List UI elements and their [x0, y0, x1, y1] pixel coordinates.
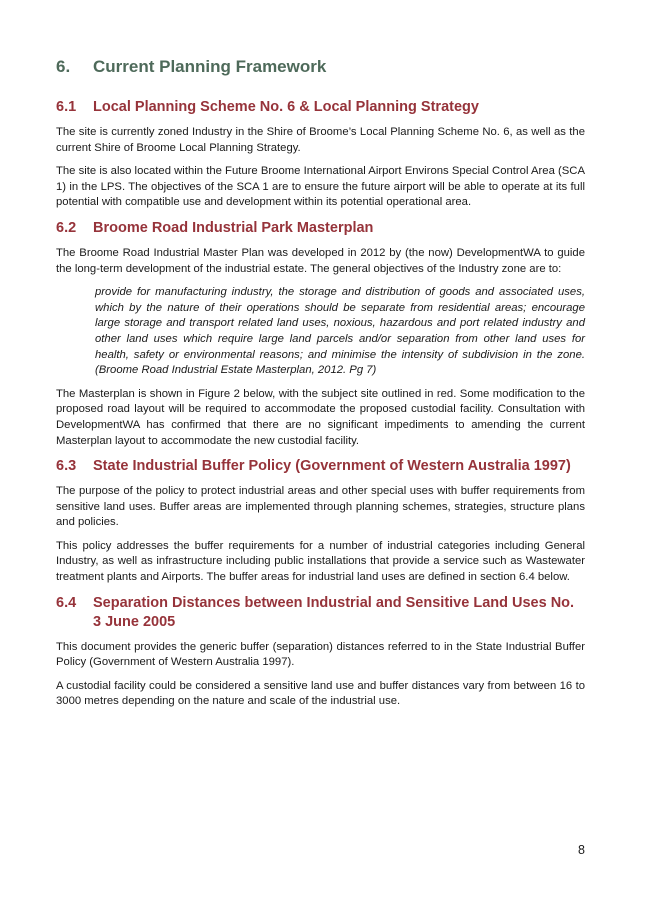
subsection-heading-6-3	[56, 457, 585, 476]
paragraph: The site is currently zoned Industry in the Shire of Broome’s Local Planning Scheme No. 6, as well as the current Shire of Broome Local Planning Strategy.	[56, 126, 585, 154]
subsection-number: 6.3	[56, 458, 77, 475]
document-page	[56, 56, 585, 718]
paragraph: This document provides the generic buffer (separation) distances referred to in the State Industrial Buffer Policy (Government of Western Australia 1997).	[56, 640, 585, 669]
subsection-heading-6-2	[56, 219, 585, 238]
subsection-title: State Industrial Buffer Policy (Government of Western Australia 1997)	[93, 458, 571, 475]
subsection-title: Separation Distances between Industrial and Sensitive Land Uses No. 3 June 2005	[93, 594, 575, 630]
subsection-title: Broome Road Industrial Park Masterplan	[93, 219, 374, 236]
paragraph: A custodial facility could be considered a sensitive land use and buffer distances vary from between 16 to 3000 metres depending on the nature and scale of the industrial use.	[56, 679, 585, 708]
block-quote: provide for manufacturing industry, the storage and distribution of goods and associated uses, which by the nature of their operations should be separate from residential areas; encourage large storage and transport related land uses, noxious, hazardous and port related industry and other land uses which require large land parcels and/or separation from other land uses for health, safety or environmental reasons; and minimise the intensity of subdivision in the zone. (Broome Road Industrial Estate Masterplan, 2012. Pg 7)	[95, 286, 585, 377]
subsection-number: 6.2	[56, 219, 77, 236]
subsection-heading-6-4	[56, 594, 585, 632]
paragraph: The site is also located within the Future Broome International Airport Environs Special Control Area (SCA 1) in the LPS. The objectives of the SCA 1 are to ensure the future airport will be able to operate at its full potential with compatible use and development within its potential operational area.	[56, 165, 585, 209]
paragraph: The Masterplan is shown in Figure 2 below, with the subject site outlined in red. Some modification to the proposed road layout will be required to accommodate the proposed custodial facility. Consultation with DevelopmentWA has confirmed that there are no significant impediments to amending the current Masterplan layout to accommodate the new custodial facility.	[56, 387, 585, 447]
section-number: 6.	[56, 57, 71, 76]
section-title: Current Planning Framework	[93, 57, 327, 76]
section-heading-6	[56, 56, 585, 78]
subsection-number: 6.1	[56, 99, 77, 115]
paragraph: This policy addresses the buffer requirements for a number of industrial categories including General Industry, as well as infrastructure including public installations that provide a service such as Wastewater treatment plants and Airports. The buffer areas for industrial land uses are defined in section 6.4 below.	[56, 539, 585, 584]
subsection-title: Local Planning Scheme No. 6 & Local Planning Strategy	[93, 99, 479, 115]
page-number: 8	[578, 843, 585, 857]
paragraph: The purpose of the policy to protect industrial areas and other special uses with buffer requirements from sensitive land uses. Buffer areas are implemented through planning schemes, strategies, structure plans and policies.	[56, 485, 585, 529]
subsection-heading-6-1	[56, 98, 585, 117]
paragraph: The Broome Road Industrial Master Plan was developed in 2012 by (the now) DevelopmentWA to guide the long-term development of the industrial estate. The general objectives of the Industry zone are to:	[56, 246, 585, 275]
subsection-number: 6.4	[56, 594, 77, 611]
